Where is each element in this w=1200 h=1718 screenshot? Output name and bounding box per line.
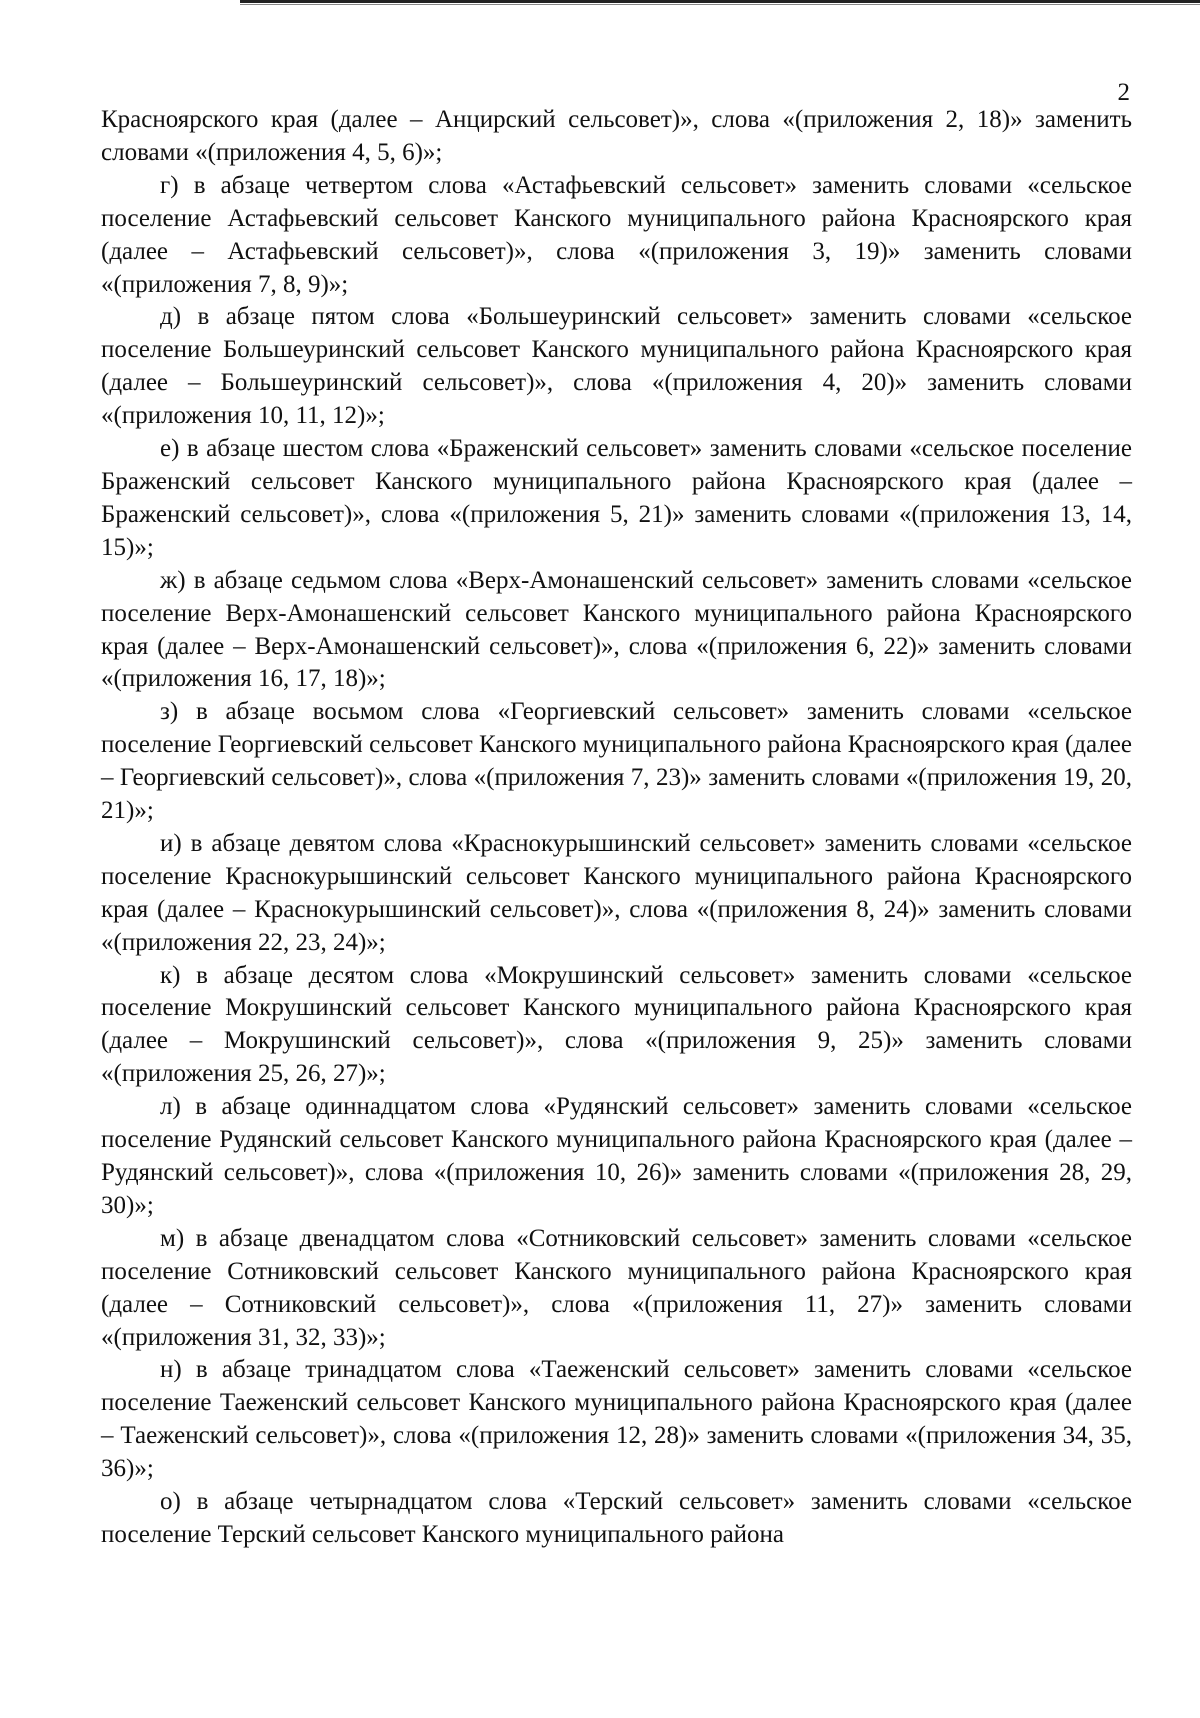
paragraph-o: о) в абзаце четырнадцатом слова «Терский сельсовет» заменить словами «сельское поселение Терский сельсовет Канского муниципального района [101,1488,1132,1548]
document-body [101,104,1132,1552]
paragraph-continued: Красноярского края (далее – Анцирский сельсовет)», слова «(приложения 2, 18)» заменить словами «(приложения 4, 5, 6)»; [101,106,1132,166]
paragraph-k: к) в абзаце десятом слова «Мокрушинский сельсовет» заменить словами «сельское поселение Мокрушинский сельсовет Канского муниципального района Красноярского края (далее – Мокрушинский сельсовет)», слова «(приложения 9, 25)» заменить словами «(приложения 25, 26, 27)»; [101,961,1132,1088]
paragraph-zh: ж) в абзаце седьмом слова «Верх-Амонашенский сельсовет» заменить словами «сельское поселение Верх-Амонашенский сельсовет Канского муниципального района Красноярского края (далее – Верх-Амонашенский сельсовет)», слова «(приложения 6, 22)» заменить словами «(приложения 16, 17, 18)»; [101,566,1132,693]
paragraph-i: и) в абзаце девятом слова «Краснокурышинский сельсовет» заменить словами «сельское поселение Краснокурышинский сельсовет Канского муниципального района Красноярского края (далее – Краснокурышинский сельсовет)», слова «(приложения 8, 24)» заменить словами «(приложения 22, 23, 24)»; [101,829,1132,956]
paragraph-l: л) в абзаце одиннадцатом слова «Рудянский сельсовет» заменить словами «сельское поселение Рудянский сельсовет Канского муниципального района Красноярского края (далее – Рудянский сельсовет)», слова «(приложения 10, 26)» заменить словами «(приложения 28, 29, 30)»; [101,1093,1132,1219]
page-number: 2 [1117,79,1130,106]
paragraph-d: д) в абзаце пятом слова «Большеуринский сельсовет» заменить словами «сельское поселение Большеуринский сельсовет Канского муниципального района Красноярского края (далее – Большеуринский сельсовет)», слова «(приложения 4, 20)» заменить словами «(приложения 10, 11, 12)»; [101,303,1132,430]
paragraph-n: н) в абзаце тринадцатом слова «Таеженский сельсовет» заменить словами «сельское поселение Таеженский сельсовет Канского муниципального района Красноярского края (далее – Таеженский сельсовет)», слова «(приложения 12, 28)» заменить словами «(приложения 34, 35, 36)»; [101,1356,1132,1483]
paragraph-g: г) в абзаце четвертом слова «Астафьевский сельсовет» заменить словами «сельское поселение Астафьевский сельсовет Канского муниципального района Красноярского края (далее – Астафьевский сельсовет)», слова «(приложения 3, 19)» заменить словами «(приложения 7, 8, 9)»; [101,171,1132,298]
scan-edge-line [240,0,1200,3]
paragraph-z: з) в абзаце восьмом слова «Георгиевский сельсовет» заменить словами «сельское поселение Георгиевский сельсовет Канского муниципального района Красноярского края (далее – Георгиевский сельсовет)», слова «(приложения 7, 23)» заменить словами «(приложения 19, 20, 21)»; [101,698,1132,825]
scan-edge-line-thin [240,4,1200,5]
paragraph-e: е) в абзаце шестом слова «Браженский сельсовет» заменить словами «сельское поселение Браженский сельсовет Канского муниципального района Красноярского края (далее – Браженский сельсовет)», слова «(приложения 5, 21)» заменить словами «(приложения 13, 14, 15)»; [101,435,1132,561]
paragraph-m: м) в абзаце двенадцатом слова «Сотниковский сельсовет» заменить словами «сельское поселение Сотниковский сельсовет Канского муниципального района Красноярского края (далее – Сотниковский сельсовет)», слова «(приложения 11, 27)» заменить словами «(приложения 31, 32, 33)»; [101,1224,1132,1351]
